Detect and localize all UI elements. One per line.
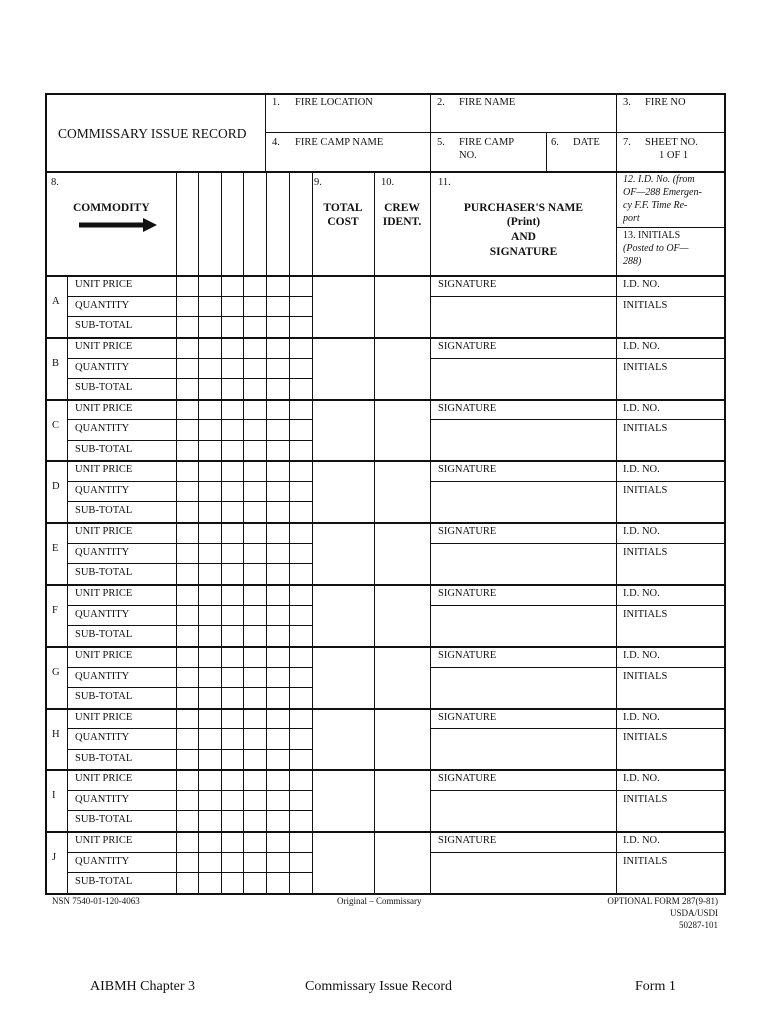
col13-line3: 288) xyxy=(623,256,642,267)
commodity-subcolumn-rule xyxy=(289,171,290,893)
commodity-cell[interactable] xyxy=(267,770,289,830)
commodity-inner-rule xyxy=(67,728,312,729)
border-left xyxy=(45,93,47,895)
sub-total-label: SUB-TOTAL xyxy=(75,691,133,702)
header-divider xyxy=(45,171,725,173)
commodity-inner-rule xyxy=(67,625,312,626)
commodity-cell[interactable] xyxy=(177,338,198,398)
commodity-cell[interactable] xyxy=(177,585,198,645)
v-rule xyxy=(374,171,375,893)
col11-line3: AND xyxy=(511,231,536,243)
unit-price-label: UNIT PRICE xyxy=(75,279,133,290)
quantity-label: QUANTITY xyxy=(75,671,130,682)
col10-line1: CREW xyxy=(384,202,420,214)
commodity-inner-rule xyxy=(67,810,312,811)
id-no-label: I.D. NO. xyxy=(623,464,660,475)
commodity-cell[interactable] xyxy=(177,770,198,830)
col9-line1: TOTAL xyxy=(323,202,363,214)
box2-num: 2. xyxy=(437,97,445,108)
h-rule xyxy=(265,132,724,133)
id-no-label: I.D. NO. xyxy=(623,341,660,352)
col13-line2: (Posted to OF— xyxy=(623,243,689,254)
initials-label: INITIALS xyxy=(623,609,668,620)
total-cost-cell[interactable] xyxy=(313,276,373,336)
total-cost-cell[interactable] xyxy=(313,770,373,830)
commodity-cell[interactable] xyxy=(267,647,289,707)
row-letter: I xyxy=(52,790,56,801)
signature-field[interactable] xyxy=(431,482,615,521)
commodity-cell[interactable] xyxy=(199,647,221,707)
col11-line1: PURCHASER'S NAME xyxy=(463,202,584,214)
signature-field[interactable] xyxy=(431,668,615,707)
row-letter: J xyxy=(52,852,57,863)
box5-num: 5. xyxy=(437,137,445,148)
initials-label: INITIALS xyxy=(623,547,668,558)
commodity-cell[interactable] xyxy=(177,647,198,707)
commodity-cell[interactable] xyxy=(177,709,198,769)
row-block-divider xyxy=(45,337,725,339)
commodity-cell[interactable] xyxy=(199,461,221,521)
commodity-cell[interactable] xyxy=(222,647,243,707)
signature-label: SIGNATURE xyxy=(438,279,497,290)
quantity-label: QUANTITY xyxy=(75,732,130,743)
col12-line3: cy F.F. Time Re- xyxy=(623,200,688,211)
commodity-cell[interactable] xyxy=(222,400,243,460)
commodity-inner-rule xyxy=(67,687,312,688)
id-no-label: I.D. NO. xyxy=(623,279,660,290)
sub-total-label: SUB-TOTAL xyxy=(75,320,133,331)
col13-line1: 13. INITIALS xyxy=(623,230,681,241)
row-letter: H xyxy=(52,729,60,740)
row-block-divider xyxy=(45,460,725,462)
signature-label: SIGNATURE xyxy=(438,588,497,599)
total-cost-cell[interactable] xyxy=(313,338,373,398)
commodity-inner-rule xyxy=(67,316,312,317)
commodity-cell[interactable] xyxy=(267,461,289,521)
commodity-cell[interactable] xyxy=(177,461,198,521)
commodity-cell[interactable] xyxy=(199,338,221,398)
box6-num: 6. xyxy=(551,137,559,148)
col12-line4: port xyxy=(623,213,640,224)
commodity-cell[interactable] xyxy=(222,523,243,583)
commodity-cell[interactable] xyxy=(267,276,289,336)
commodity-subcolumn-rule xyxy=(176,171,177,893)
initials-label: INITIALS xyxy=(623,671,668,682)
crew-ident-cell[interactable] xyxy=(375,647,429,707)
row-letter-rule xyxy=(67,275,68,337)
commodity-inner-rule xyxy=(67,296,312,297)
commodity-cell[interactable] xyxy=(177,400,198,460)
commodity-cell[interactable] xyxy=(244,276,266,336)
arrow-right-icon xyxy=(79,217,157,233)
signature-label: SIGNATURE xyxy=(438,526,497,537)
crew-ident-cell[interactable] xyxy=(375,832,429,892)
row-letter-rule xyxy=(67,460,68,522)
commodity-cell[interactable] xyxy=(222,709,243,769)
row-letter: F xyxy=(52,605,58,616)
sub-total-label: SUB-TOTAL xyxy=(75,753,133,764)
commodity-cell[interactable] xyxy=(199,832,221,892)
box3-label: FIRE NO xyxy=(645,97,686,108)
unit-price-label: UNIT PRICE xyxy=(75,712,133,723)
commodity-cell[interactable] xyxy=(267,400,289,460)
commodity-cell[interactable] xyxy=(244,647,266,707)
box4-label: FIRE CAMP NAME xyxy=(295,137,384,148)
commodity-inner-rule xyxy=(67,378,312,379)
form-title: COMMISSARY ISSUE RECORD xyxy=(58,126,247,141)
row-letter-rule xyxy=(67,522,68,584)
total-cost-cell[interactable] xyxy=(313,400,373,460)
commodity-cell[interactable] xyxy=(222,832,243,892)
crew-ident-cell[interactable] xyxy=(375,523,429,583)
v-rule xyxy=(430,171,431,893)
fire-no-field[interactable] xyxy=(618,110,722,132)
border-right xyxy=(724,93,726,895)
row-block-divider xyxy=(45,584,725,586)
row-letter-rule xyxy=(67,337,68,399)
commodity-cell[interactable] xyxy=(177,523,198,583)
signature-field[interactable] xyxy=(431,606,615,645)
initials-field[interactable] xyxy=(617,374,723,398)
row-letter-rule xyxy=(67,646,68,708)
total-cost-cell[interactable] xyxy=(313,647,373,707)
row-block-divider xyxy=(45,646,725,648)
unit-price-label: UNIT PRICE xyxy=(75,526,133,537)
quantity-label: QUANTITY xyxy=(75,856,130,867)
fire-name-field[interactable] xyxy=(431,110,616,132)
box7-num: 7. xyxy=(623,137,631,148)
signature-rule xyxy=(430,358,724,359)
fire-location-field[interactable] xyxy=(266,110,429,132)
commodity-subcolumn-rule xyxy=(198,171,199,893)
initials-field[interactable] xyxy=(617,621,723,645)
initials-field[interactable] xyxy=(617,435,723,459)
initials-field[interactable] xyxy=(617,312,723,336)
commodity-cell[interactable] xyxy=(267,832,289,892)
unit-price-label: UNIT PRICE xyxy=(75,773,133,784)
form-code: 50287-101 xyxy=(679,920,718,930)
signature-field[interactable] xyxy=(431,297,615,336)
commodity-cell[interactable] xyxy=(244,832,266,892)
signature-label: SIGNATURE xyxy=(438,464,497,475)
commodity-cell[interactable] xyxy=(199,709,221,769)
signature-label: SIGNATURE xyxy=(438,835,497,846)
commodity-inner-rule xyxy=(67,501,312,502)
commodity-inner-rule xyxy=(67,852,312,853)
commodity-cell[interactable] xyxy=(267,709,289,769)
commodity-inner-rule xyxy=(67,872,312,873)
signature-rule xyxy=(430,852,724,853)
commodity-inner-rule xyxy=(67,749,312,750)
unit-price-label: UNIT PRICE xyxy=(75,835,133,846)
signature-field[interactable] xyxy=(431,420,615,459)
col11-num: 11. xyxy=(438,177,451,188)
h-rule xyxy=(616,227,724,228)
commodity-subcolumn-rule xyxy=(221,171,222,893)
commodity-cell[interactable] xyxy=(244,709,266,769)
commodity-cell[interactable] xyxy=(199,523,221,583)
commodity-inner-rule xyxy=(67,419,312,420)
fire-camp-no-field[interactable] xyxy=(500,150,544,170)
sub-total-label: SUB-TOTAL xyxy=(75,814,133,825)
commodity-cell[interactable] xyxy=(222,338,243,398)
commodity-inner-rule xyxy=(67,543,312,544)
commodity-cell[interactable] xyxy=(267,338,289,398)
quantity-label: QUANTITY xyxy=(75,609,130,620)
commodity-cell[interactable] xyxy=(222,276,243,336)
initials-field[interactable] xyxy=(617,683,723,707)
row-letter: G xyxy=(52,667,60,678)
initials-label: INITIALS xyxy=(623,423,668,434)
commodity-inner-rule xyxy=(67,790,312,791)
col9-line2: COST xyxy=(327,216,359,228)
unit-price-label: UNIT PRICE xyxy=(75,464,133,475)
signature-rule xyxy=(430,667,724,668)
total-cost-cell[interactable] xyxy=(313,461,373,521)
row-letter-rule xyxy=(67,399,68,460)
quantity-label: QUANTITY xyxy=(75,794,130,805)
signature-rule xyxy=(430,790,724,791)
commodity-cell[interactable] xyxy=(199,585,221,645)
signature-label: SIGNATURE xyxy=(438,773,497,784)
optional-form-number: OPTIONAL FORM 287(9-81) xyxy=(607,896,718,906)
signature-label: SIGNATURE xyxy=(438,403,497,414)
quantity-label: QUANTITY xyxy=(75,485,130,496)
box7-label: SHEET NO. xyxy=(645,137,698,148)
initials-label: INITIALS xyxy=(623,300,668,311)
col10-line2: IDENT. xyxy=(382,216,422,228)
initials-field[interactable] xyxy=(617,497,723,521)
commodity-cell[interactable] xyxy=(222,461,243,521)
commodity-heading: COMMODITY xyxy=(73,202,150,214)
commodity-inner-rule xyxy=(67,563,312,564)
border-top xyxy=(45,93,725,95)
commodity-inner-rule xyxy=(67,667,312,668)
commodity-inner-rule xyxy=(67,481,312,482)
commodity-cell[interactable] xyxy=(267,523,289,583)
row-block-divider xyxy=(45,831,725,833)
commodity-cell[interactable] xyxy=(244,400,266,460)
row-letter: C xyxy=(52,420,60,431)
id-no-label: I.D. NO. xyxy=(623,835,660,846)
crew-ident-cell[interactable] xyxy=(375,585,429,645)
id-no-label: I.D. NO. xyxy=(623,526,660,537)
row-letter-rule xyxy=(67,831,68,893)
original-commissary: Original – Commissary xyxy=(337,896,422,906)
column-header-divider xyxy=(45,275,725,277)
commodity-cell[interactable] xyxy=(267,585,289,645)
commodity-cell[interactable] xyxy=(222,770,243,830)
col8-num: 8. xyxy=(51,177,59,188)
initials-label: INITIALS xyxy=(623,485,668,496)
initials-label: INITIALS xyxy=(623,732,668,743)
unit-price-label: UNIT PRICE xyxy=(75,341,133,352)
signature-label: SIGNATURE xyxy=(438,712,497,723)
box6-label: DATE xyxy=(573,137,600,148)
sub-total-label: SUB-TOTAL xyxy=(75,876,133,887)
box5-label-1: FIRE CAMP xyxy=(459,137,515,148)
quantity-label: QUANTITY xyxy=(75,547,130,558)
commodity-cell[interactable] xyxy=(199,770,221,830)
box3-num: 3. xyxy=(623,97,631,108)
signature-label: SIGNATURE xyxy=(438,341,497,352)
signature-rule xyxy=(430,296,724,297)
v-rule xyxy=(616,171,617,893)
box1-label: FIRE LOCATION xyxy=(295,97,373,108)
commodity-cell[interactable] xyxy=(177,832,198,892)
commodity-cell[interactable] xyxy=(244,770,266,830)
initials-field[interactable] xyxy=(617,744,723,768)
initials-field[interactable] xyxy=(617,806,723,830)
sub-total-label: SUB-TOTAL xyxy=(75,505,133,516)
signature-rule xyxy=(430,728,724,729)
sub-total-label: SUB-TOTAL xyxy=(75,382,133,393)
row-block-divider xyxy=(45,769,725,771)
initials-field[interactable] xyxy=(617,559,723,583)
commodity-cell[interactable] xyxy=(177,276,198,336)
id-no-label: I.D. NO. xyxy=(623,712,660,723)
row-letter: B xyxy=(52,358,60,369)
box4-num: 4. xyxy=(272,137,280,148)
total-cost-cell[interactable] xyxy=(313,523,373,583)
commodity-cell[interactable] xyxy=(199,400,221,460)
v-rule xyxy=(546,132,547,171)
id-no-label: I.D. NO. xyxy=(623,403,660,414)
col12-line1: 12. I.D. No. (from xyxy=(623,174,695,185)
signature-rule xyxy=(430,543,724,544)
commodity-inner-rule xyxy=(67,358,312,359)
box5-label-2: NO. xyxy=(459,150,477,161)
page-footer-form: Form 1 xyxy=(635,979,676,994)
page-footer-title: Commissary Issue Record xyxy=(305,979,452,994)
row-letter-rule xyxy=(67,769,68,831)
id-no-label: I.D. NO. xyxy=(623,773,660,784)
page-footer-chapter: AIBMH Chapter 3 xyxy=(90,979,195,994)
nsn-number: NSN 7540-01-120-4063 xyxy=(52,896,140,906)
commodity-cell[interactable] xyxy=(244,585,266,645)
box1-num: 1. xyxy=(272,97,280,108)
crew-ident-cell[interactable] xyxy=(375,461,429,521)
id-no-label: I.D. NO. xyxy=(623,650,660,661)
crew-ident-cell[interactable] xyxy=(375,338,429,398)
total-cost-cell[interactable] xyxy=(313,709,373,769)
signature-field[interactable] xyxy=(431,729,615,768)
row-letter: D xyxy=(52,481,60,492)
commodity-inner-rule xyxy=(67,440,312,441)
row-letter-rule xyxy=(67,708,68,769)
commodity-subcolumn-rule xyxy=(266,171,267,893)
crew-ident-cell[interactable] xyxy=(375,276,429,336)
quantity-label: QUANTITY xyxy=(75,362,130,373)
initials-label: INITIALS xyxy=(623,856,668,867)
total-cost-cell[interactable] xyxy=(313,585,373,645)
row-block-divider xyxy=(45,708,725,710)
col12-line2: OF—288 Emergen- xyxy=(623,187,702,198)
row-block-divider xyxy=(45,522,725,524)
signature-field[interactable] xyxy=(431,544,615,583)
row-letter: E xyxy=(52,543,59,554)
commodity-cell[interactable] xyxy=(244,461,266,521)
date-field[interactable] xyxy=(547,150,616,170)
commodity-inner-rule xyxy=(67,605,312,606)
quantity-label: QUANTITY xyxy=(75,300,130,311)
total-cost-cell[interactable] xyxy=(313,832,373,892)
id-no-label: I.D. NO. xyxy=(623,588,660,599)
initials-field[interactable] xyxy=(617,868,723,892)
crew-ident-cell[interactable] xyxy=(375,400,429,460)
sub-total-label: SUB-TOTAL xyxy=(75,629,133,640)
unit-price-label: UNIT PRICE xyxy=(75,650,133,661)
unit-price-label: UNIT PRICE xyxy=(75,588,133,599)
commodity-subcolumn-rule xyxy=(243,171,244,893)
commodity-cell[interactable] xyxy=(222,585,243,645)
signature-field[interactable] xyxy=(431,853,615,892)
v-rule xyxy=(312,171,313,893)
row-letter: A xyxy=(52,296,60,307)
signature-rule xyxy=(430,605,724,606)
crew-ident-cell[interactable] xyxy=(375,709,429,769)
signature-field[interactable] xyxy=(431,791,615,830)
commodity-cell[interactable] xyxy=(244,523,266,583)
signature-rule xyxy=(430,481,724,482)
initials-label: INITIALS xyxy=(623,794,668,805)
signature-rule xyxy=(430,419,724,420)
box2-label: FIRE NAME xyxy=(459,97,516,108)
commodity-cell[interactable] xyxy=(199,276,221,336)
row-block-divider xyxy=(45,399,725,401)
sub-total-label: SUB-TOTAL xyxy=(75,567,133,578)
quantity-label: QUANTITY xyxy=(75,423,130,434)
col9-num: 9. xyxy=(314,177,322,188)
agency-code: USDA/USDI xyxy=(669,908,718,918)
crew-ident-cell[interactable] xyxy=(375,770,429,830)
signature-label: SIGNATURE xyxy=(438,650,497,661)
initials-label: INITIALS xyxy=(623,362,668,373)
sheet-no-value: 1 OF 1 xyxy=(659,150,689,161)
col10-num: 10. xyxy=(381,177,395,188)
col11-line2: (Print) xyxy=(506,216,541,228)
row-letter-rule xyxy=(67,584,68,646)
sub-total-label: SUB-TOTAL xyxy=(75,444,133,455)
fire-camp-name-field[interactable] xyxy=(266,150,429,170)
unit-price-label: UNIT PRICE xyxy=(75,403,133,414)
signature-field[interactable] xyxy=(431,359,615,398)
col11-line4: SIGNATURE xyxy=(489,246,558,258)
commodity-cell[interactable] xyxy=(244,338,266,398)
